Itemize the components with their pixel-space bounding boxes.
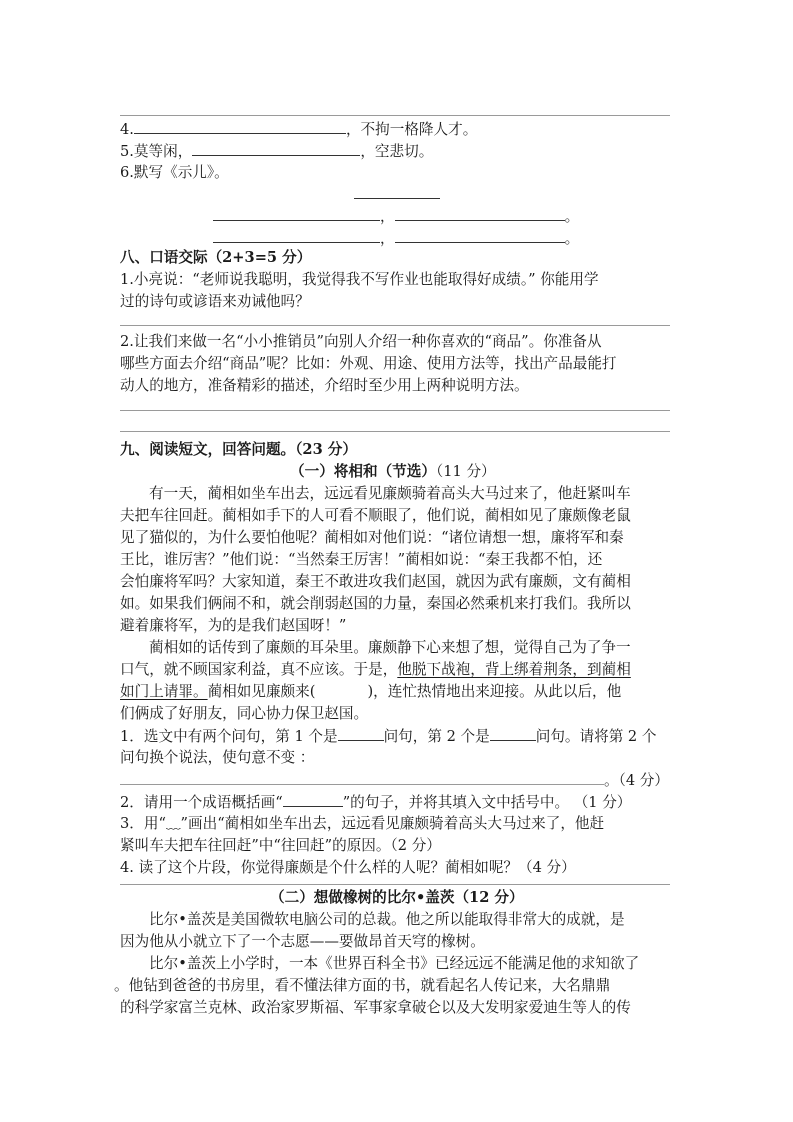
answer-line — [120, 115, 670, 116]
answer-blank[interactable] — [395, 206, 565, 221]
fill-item-5 — [120, 141, 433, 162]
passage-line: 。他钻到爸爸的书房里，看不懂法律方面的书，就看起名人传记来，大名鼎鼎 — [114, 977, 611, 994]
underlined-sentence: 如门上请罪。 — [120, 683, 208, 700]
s9-q1-line — [120, 726, 656, 747]
s9-q1-line: 问句换个说法，使句意不变 ： — [120, 749, 315, 766]
passage-line: 夫把车往回赶。蔺相如手下的人可看不顺眼了，他们说，蔺相如见了廉颇像老鼠 — [120, 507, 631, 524]
passage-line: 们俩成了好朋友，同心协力保卫赵国。 — [120, 705, 369, 722]
answer-blank[interactable] — [338, 726, 384, 741]
s8-q1-line: 过的诗句或谚语来劝诫他吗？ — [120, 293, 310, 310]
answer-line[interactable] — [120, 431, 670, 432]
passage-2-heading: （二）想做橡树的比尔•盖茨（12 分） — [270, 889, 524, 906]
punct: ， — [380, 230, 395, 247]
s9-q3-line — [120, 814, 604, 834]
answer-blank[interactable] — [134, 119, 346, 134]
passage-text: 蔺相如见廉颇来( — [207, 683, 316, 700]
passage-line: 避着廉将军，为的是我们赵国呀！” — [120, 617, 347, 634]
passage-line: 有一天，蔺相如坐车出去，远远看见廉颇骑着高头大马过来了，他赶紧叫车 — [149, 485, 631, 502]
passage-line: 因为他从小就立下了一个志愿——要做昂首天穹的橡树。 — [120, 933, 485, 950]
punct: 。 — [564, 208, 580, 225]
passage-line: 如。如果我们俩闹不和，就会削弱赵国的力量，秦国必然乘机来打我们。我所以 — [120, 595, 631, 612]
item-text: 5.莫等闲， — [120, 143, 193, 160]
question-text: 问句，第 2 个是 — [383, 728, 490, 745]
answer-blank[interactable] — [120, 770, 604, 785]
answer-line[interactable] — [120, 410, 670, 411]
passage-line: 见了猫似的，为什么要怕他呢？蔺相如对他们说：“诸位请想一想，廉将军和秦 — [120, 529, 624, 546]
question-text: 3．用“ — [120, 815, 166, 832]
s9-q2-line — [120, 792, 631, 813]
question-text: ”的句子，并将其填入文中括号中。 （1 分） — [342, 794, 632, 811]
punct: ， — [380, 208, 395, 225]
s9-q3-line: 紧叫车夫把车往回赶”中“往回赶”的原因。（2 分） — [120, 837, 441, 854]
question-text: 。（4 分） — [604, 772, 669, 789]
passage-line — [120, 682, 621, 702]
passage-1-heading — [290, 462, 496, 482]
poem-line-2 — [213, 228, 579, 249]
answer-blank[interactable] — [395, 228, 565, 243]
answer-line[interactable] — [120, 325, 670, 326]
item-text: ，不拘一格降人才。 — [345, 121, 478, 138]
s8-q2-line: 哪些方面去介绍“商品”呢？比如：外观、用途、使用方法等，找出产品最能打 — [120, 355, 617, 372]
s8-q2-line: 动人的地方，准备精彩的描述，介绍时至少用上两种说明方法。 — [120, 377, 529, 394]
item-number: 4. — [120, 121, 134, 138]
poem-line-1 — [213, 206, 579, 227]
underline-sample — [283, 792, 343, 807]
passage-title: （一）将相和（节选） — [290, 463, 436, 480]
passage-text: 口气，就不顾国家利益，真不应该。于是， — [120, 661, 398, 678]
s9-q1-answer — [120, 770, 669, 791]
section-8-title: 八、口语交际（2+3=5 分） — [120, 249, 312, 266]
passage-score: （11 分） — [435, 463, 496, 480]
answer-blank[interactable] — [213, 206, 380, 221]
answer-line[interactable] — [120, 884, 670, 885]
question-text: ”画出“蔺相如坐车出去，远远看见廉颇骑着高头大马过来了，他赶 — [180, 815, 605, 832]
fill-item-6: 6.默写《示儿》。 — [120, 164, 229, 181]
question-text: 2．请用一个成语概括画“ — [120, 794, 283, 811]
item-text: ，空悲切。 — [360, 143, 434, 160]
s8-q2-line: 2.让我们来做一名“小小推销员”向别人介绍一种你喜欢的“商品”。你准备从 — [120, 333, 602, 350]
passage-text: )，连忙热情地出来迎接。从此以后，他 — [367, 683, 622, 700]
passage-line: 比尔•盖茨上小学时，一本《世界百科全书》已经远远不能满足他的求知欲了 — [149, 955, 640, 972]
answer-blank[interactable] — [192, 141, 360, 156]
passage-line: 的科学家富兰克林、政治家罗斯福、军事家拿破仑以及大发明家爱迪生等人的传 — [120, 999, 631, 1016]
question-text: 问句。请将第 2 个 — [535, 728, 657, 745]
answer-blank[interactable] — [490, 726, 536, 741]
fill-item-4 — [120, 119, 477, 140]
passage-line — [120, 660, 631, 680]
s9-q4-line: 4. 读了这个片段，你觉得廉颇是个什么样的人呢？蔺相如呢？（4 分） — [120, 859, 576, 876]
punct: 。 — [564, 230, 580, 247]
passage-line: 会怕廉将军吗？大家知道，秦王不敢进攻我们赵国，就因为武有廉颇，文有蔺相 — [120, 573, 631, 590]
question-text: 1．选文中有两个问句，第 1 个是 — [120, 728, 338, 745]
passage-line: 比尔•盖茨是美国微软电脑公司的总裁。他之所以能取得非常大的成就，是 — [149, 911, 625, 928]
answer-blank[interactable] — [213, 228, 380, 243]
passage-line: 王比，谁厉害？”他们说：“当然秦王厉害！”蔺相如说：“秦王我都不怕，还 — [120, 551, 603, 568]
passage-line: 蔺相如的话传到了廉颇的耳朵里。廉颇静下心来想了想，觉得自己为了争一 — [149, 639, 631, 656]
s8-q1-line: 1.小亮说：“老师说我聪明，我觉得我不写作业也能取得好成绩。” 你能用学 — [120, 271, 599, 288]
underlined-sentence: 他脱下战袍，背上绑着荆条，到蔺相 — [397, 661, 631, 678]
poem-title-blank[interactable] — [354, 184, 440, 205]
section-9-title: 九、阅读短文，回答问题。（23 分） — [120, 441, 357, 458]
wave-line-sample: ﹏ — [165, 815, 181, 832]
